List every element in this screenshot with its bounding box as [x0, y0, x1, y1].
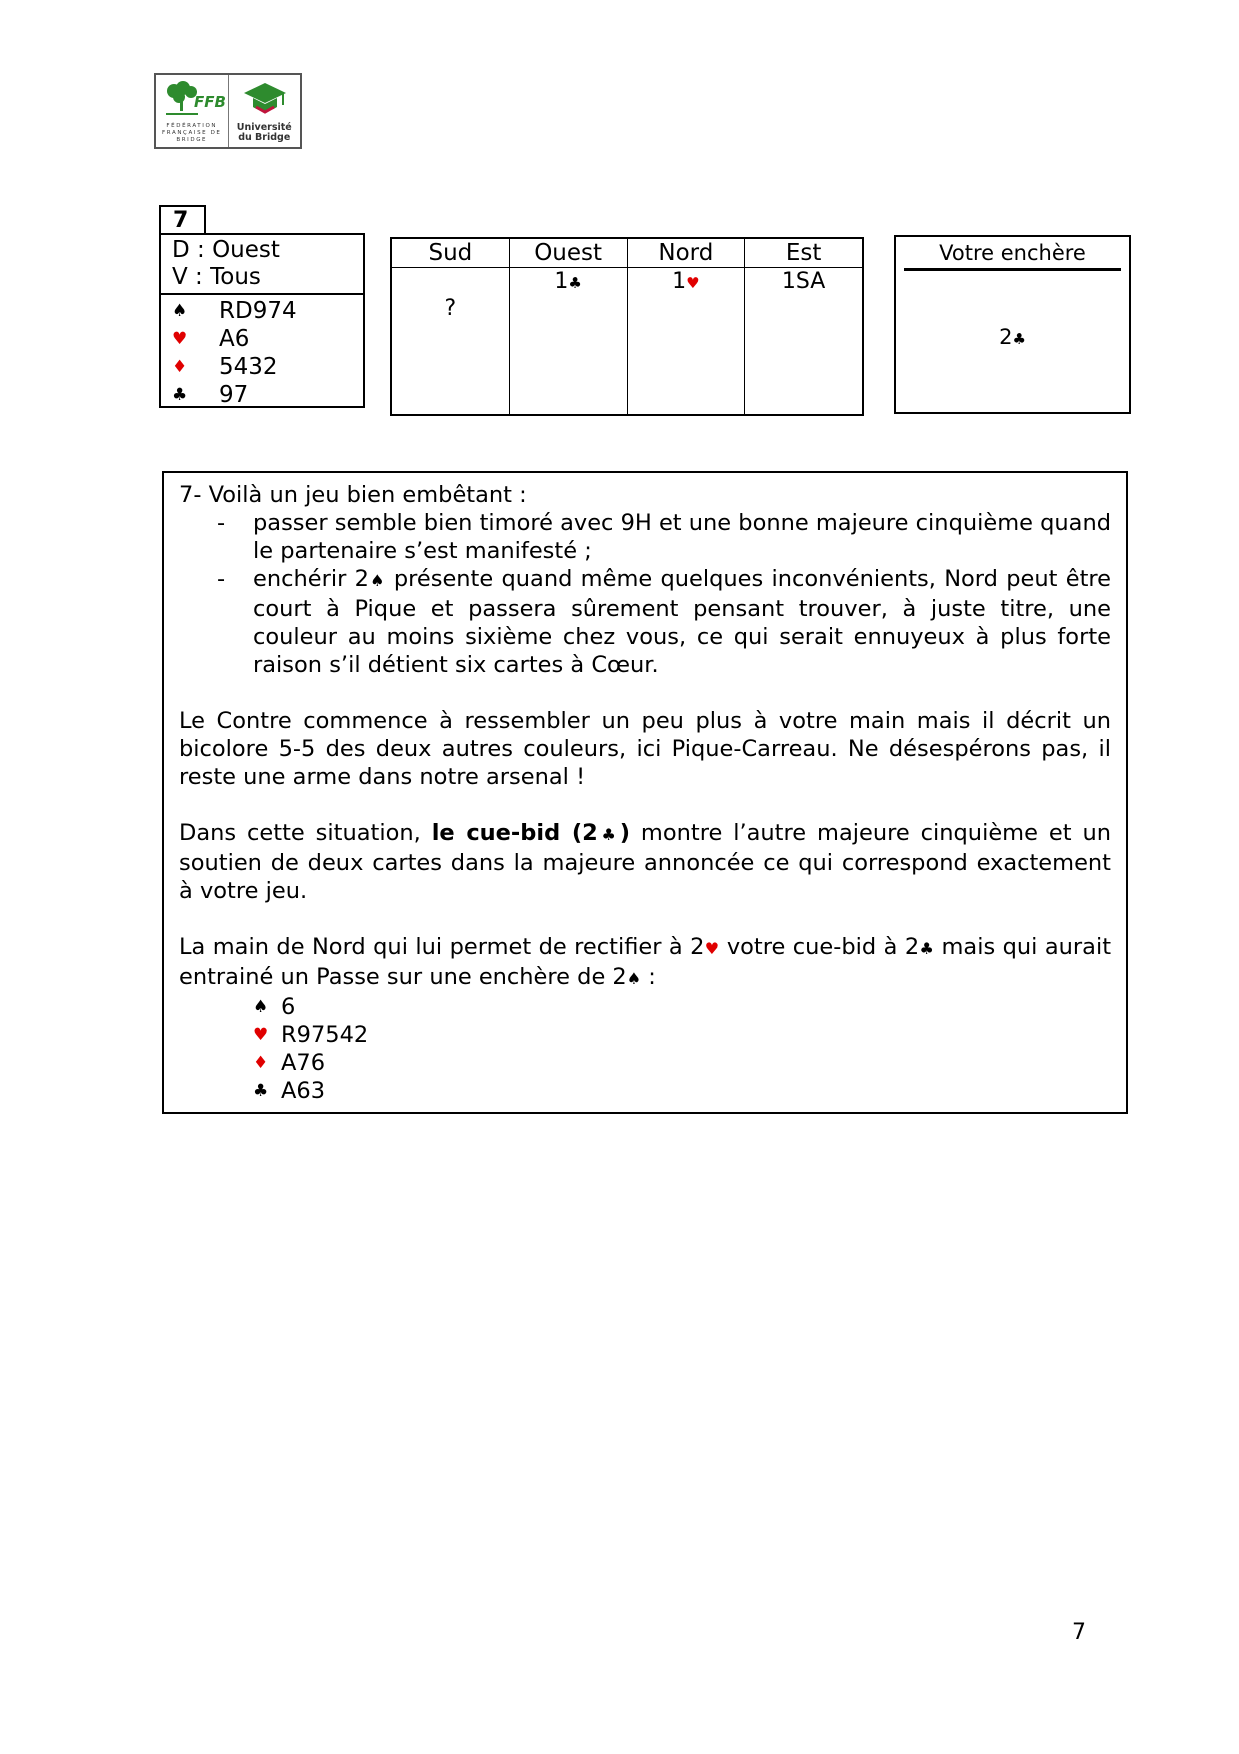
- comment-paragraph-3: [179, 819, 1111, 905]
- para-3-text-a: Dans cette situation,: [179, 820, 432, 846]
- your-bid-box: [894, 235, 1131, 414]
- hand-cards-diamonds: 5432: [219, 354, 278, 380]
- north-cards-hearts: R97542: [281, 1022, 369, 1048]
- bid-south: ?: [444, 296, 457, 321]
- para-3-bold-text: le cue-bid (2: [431, 820, 598, 846]
- bid-north: [628, 268, 745, 295]
- north-hand-row-hearts: [253, 1021, 1111, 1049]
- your-bid-answer: [896, 325, 1129, 349]
- heart-icon: ♥: [172, 329, 188, 349]
- spade-icon: ♠: [626, 969, 642, 988]
- your-bid-level: 2: [999, 325, 1013, 349]
- bid-west-level: 1: [554, 269, 569, 294]
- deal-number: 7: [159, 205, 206, 233]
- bid-column-sud: [392, 239, 509, 414]
- hand-box: [159, 233, 365, 408]
- bidding-table: [390, 237, 864, 416]
- bullet-dash: -: [217, 566, 226, 592]
- bullet-2-text-a: enchérir 2: [253, 566, 369, 592]
- bid-column-nord: [627, 239, 745, 414]
- north-hand-row-clubs: [253, 1077, 1111, 1105]
- para-3-bold-end: ): [619, 820, 630, 846]
- bullet-1-text: passer semble bien timoré avec 9H et une bonne majeure cinquième quand le partenaire s’est manifesté ;: [253, 510, 1111, 564]
- hand-row-diamonds: [172, 353, 363, 381]
- bid-cell-empty: [392, 268, 509, 295]
- bid-east: 1SA: [781, 269, 826, 294]
- paragraph-gap: [179, 679, 1111, 707]
- club-icon: ♣: [253, 1081, 269, 1101]
- commentary-box: [162, 471, 1128, 1114]
- bullet-2-text-b: présente quand même quelques inconvénients, Nord peut être court à Pique et passera sûrement pensant trouver, à juste titre, une couleur au moins sixième chez vous, ce qui serait ennuyeux à plus forte raison s’il détient six cartes à Cœur.: [253, 566, 1111, 678]
- hand-cards-spades: RD974: [219, 298, 297, 324]
- north-hand: [179, 993, 1111, 1105]
- bid-header-est: Est: [745, 239, 862, 268]
- paragraph-gap: [179, 905, 1111, 933]
- north-hand-row-spades: [253, 993, 1111, 1021]
- north-cards-spades: 6: [281, 994, 296, 1020]
- hand-suits: [161, 295, 363, 409]
- heart-icon: ♥: [253, 1025, 269, 1045]
- deal-info: [161, 235, 363, 295]
- heart-icon: ♥: [686, 274, 700, 292]
- your-bid-divider: [904, 268, 1121, 271]
- comment-paragraph-2: Le Contre commence à ressembler un peu plus à votre main mais il décrit un bicolore 5-5 des deux autres couleurs, ici Pique-Carreau. Ne désespérons pas, il reste une arme dans notre arsenal !: [179, 708, 1111, 790]
- club-icon: ♣: [919, 939, 935, 958]
- hand-row-hearts: [172, 325, 363, 353]
- bid-header-ouest: Ouest: [510, 239, 627, 268]
- bullet-2-text: [253, 565, 1111, 679]
- bid-north-level: 1: [672, 269, 687, 294]
- hand-row-spades: [172, 297, 363, 325]
- diamond-icon: ♦: [172, 357, 188, 377]
- university-logo: [228, 75, 301, 147]
- heart-icon: ♥: [704, 939, 720, 958]
- hand-row-clubs: [172, 381, 363, 409]
- club-icon: ♣: [1012, 330, 1026, 348]
- ffb-logo-left: [156, 75, 228, 147]
- page-number: 7: [1072, 1620, 1086, 1645]
- comment-bullet-1: [179, 509, 1111, 565]
- bid-column-ouest: [509, 239, 627, 414]
- comment-paragraph-4: [179, 933, 1111, 993]
- para-3-bold: [432, 820, 630, 846]
- hand-cards-hearts: A6: [219, 326, 250, 352]
- para-4-text-c: mais qui aurait entrainé un Passe sur une enchère de 2: [179, 934, 1112, 990]
- vulnerability-label: V : Tous: [172, 264, 261, 290]
- north-cards-diamonds: A76: [281, 1050, 326, 1076]
- bid-header-nord: Nord: [628, 239, 745, 268]
- paragraph-gap: [179, 791, 1111, 819]
- bid-header-sud: Sud: [392, 239, 509, 268]
- spade-icon: ♠: [172, 301, 188, 321]
- bid-west: [510, 268, 627, 295]
- university-text: Université du Bridge: [236, 122, 292, 143]
- spade-icon: ♠: [253, 997, 269, 1017]
- comment-intro: 7- Voilà un jeu bien embêtant :: [179, 482, 527, 508]
- spade-icon: ♠: [368, 571, 386, 590]
- ffb-wordmark: FFB: [194, 93, 226, 111]
- club-icon: ♣: [172, 385, 188, 405]
- north-hand-row-diamonds: [253, 1049, 1111, 1077]
- bid-column-est: [744, 239, 862, 414]
- para-4-text-a: La main de Nord qui lui permet de rectifier à 2: [179, 934, 705, 960]
- club-icon: ♣: [597, 825, 620, 844]
- diamond-icon: ♦: [253, 1053, 269, 1073]
- ffb-logo: [154, 73, 302, 149]
- club-icon: ♣: [568, 274, 582, 292]
- ffb-subtitle: FÉDÉRATION FRANÇAISE DE BRIDGE: [162, 123, 222, 143]
- bullet-dash: -: [217, 510, 226, 536]
- para-4-text-b: votre cue-bid à 2: [719, 934, 920, 960]
- north-cards-clubs: A63: [281, 1078, 326, 1104]
- your-bid-title: Votre enchère: [939, 241, 1086, 265]
- hand-cards-clubs: 97: [219, 382, 249, 408]
- para-4-text-d: :: [641, 964, 656, 990]
- comment-bullet-2: [179, 565, 1111, 679]
- graduation-cap-icon: [242, 81, 288, 117]
- dealer-label: D : Ouest: [172, 237, 280, 263]
- para-3-text-b: montre l’autre majeure cinquième et un soutien de deux cartes dans la majeure annoncée ce qui correspond exactement à votre jeu.: [179, 820, 1111, 904]
